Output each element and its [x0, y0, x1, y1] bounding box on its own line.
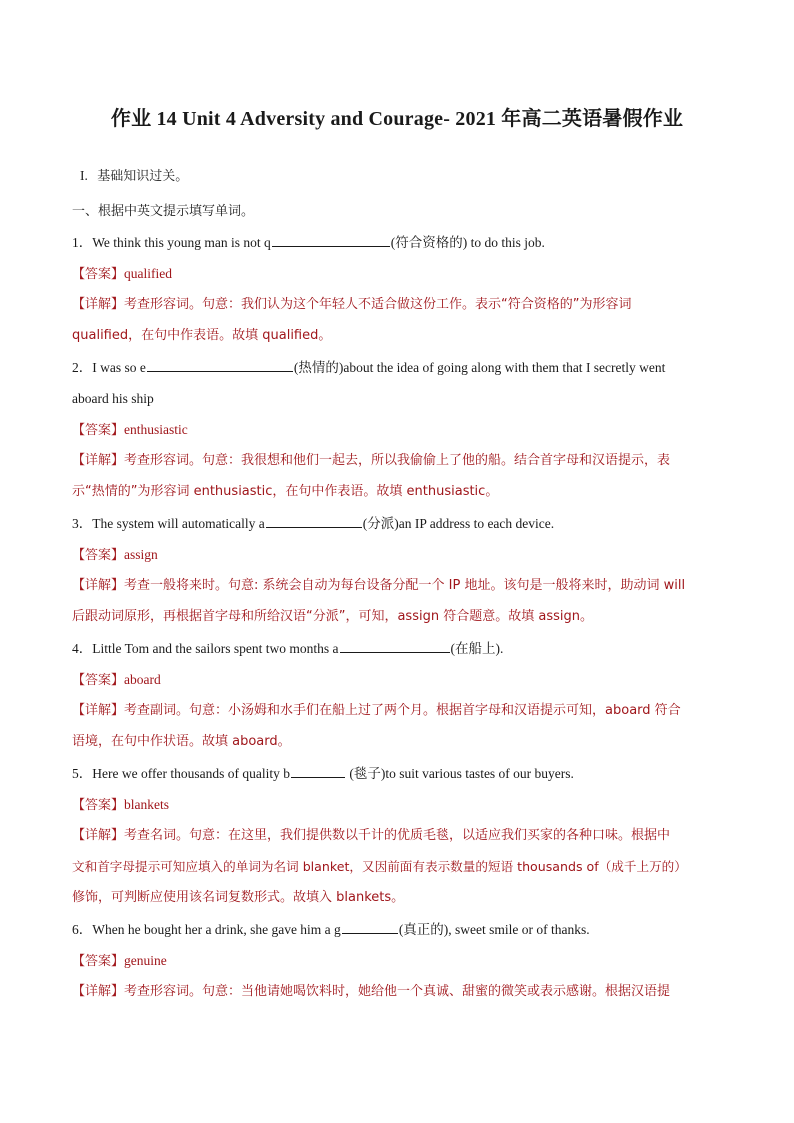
- answer-blank[interactable]: [266, 514, 362, 528]
- question-4: [72, 639, 732, 659]
- question-hint: (真正的), sweet smile or of thanks.: [398, 922, 590, 937]
- question-1: [72, 233, 732, 253]
- detail-label: 【详解】: [72, 453, 125, 468]
- answer-label: 【答案】: [72, 954, 125, 969]
- question-hint: (在船上).: [450, 641, 504, 656]
- question-3: [72, 514, 732, 534]
- detail-4: [72, 701, 732, 721]
- answer-value: qualified: [124, 266, 172, 281]
- answer-label: 【答案】: [72, 798, 125, 813]
- question-5: [72, 764, 732, 784]
- answer-blank[interactable]: [340, 639, 450, 653]
- answer-value: enthusiastic: [124, 422, 188, 437]
- detail-text: 考查形容词。句意：我们认为这个年轻人不适合做这份工作。表示“符合资格的”为形容词: [124, 297, 632, 312]
- detail-label: 【详解】: [72, 297, 125, 312]
- detail-2-line-2: 示“热情的”为形容词 enthusiastic，在句中作表语。故填 enthusiastic。: [72, 484, 499, 499]
- detail-4-line-2: 语境，在句中作状语。故填 aboard。: [72, 734, 291, 749]
- question-hint: (热情的)about the idea of going along with them that I secretly went: [293, 360, 666, 375]
- detail-label: 【详解】: [72, 984, 125, 999]
- page-title: 作业 14 Unit 4 Adversity and Courage- 2021 年高二英语暑假作业: [110, 108, 684, 130]
- detail-5: [72, 826, 732, 846]
- answer-value: assign: [124, 547, 158, 562]
- question-2-line-2: aboard his ship: [72, 391, 154, 406]
- answer-value: aboard: [124, 672, 161, 687]
- question-text: 4．Little Tom and the sailors spent two months a: [72, 641, 339, 656]
- detail-1: [72, 295, 732, 315]
- answer-2: [72, 420, 732, 441]
- answer-blank[interactable]: [342, 920, 398, 934]
- question-hint: (分派)an IP address to each device.: [362, 516, 555, 531]
- answer-label: 【答案】: [72, 673, 125, 688]
- answer-blank[interactable]: [291, 764, 345, 778]
- detail-3-line-2: 后跟动词原形，再根据首字母和所给汉语“分派”，可知，assign 符合题意。故填 assign。: [72, 609, 593, 624]
- detail-2: [72, 451, 732, 471]
- detail-label: 【详解】: [72, 703, 125, 718]
- detail-label: 【详解】: [72, 578, 125, 593]
- question-text: 1．We think this young man is not q: [72, 235, 271, 250]
- answer-label: 【答案】: [72, 423, 125, 438]
- answer-label: 【答案】: [72, 548, 125, 563]
- question-text: 6．When he bought her a drink, she gave him a g: [72, 922, 341, 937]
- answer-blank[interactable]: [147, 358, 293, 372]
- answer-blank[interactable]: [272, 233, 390, 247]
- question-text: 2．I was so e: [72, 360, 146, 375]
- detail-text: 考查副词。句意：小汤姆和水手们在船上过了两个月。根据首字母和汉语提示可知，aboard 符合: [124, 703, 681, 718]
- answer-value: blankets: [124, 797, 170, 812]
- section-heading-text: 基础知识过关。: [97, 169, 189, 184]
- detail-label: 【详解】: [72, 828, 125, 843]
- section-subheading: 一、根据中英文提示填写单词。: [72, 204, 255, 219]
- answer-value: genuine: [124, 953, 167, 968]
- section-heading: [80, 166, 740, 187]
- answer-4: [72, 670, 732, 691]
- question-text: 3．The system will automatically a: [72, 516, 265, 531]
- question-2: [72, 358, 732, 378]
- answer-label: 【答案】: [72, 267, 125, 282]
- detail-5-line-2: 文和首字母提示可知应填入的单词为名词 blanket，又因前面有表示数量的短语 thousands of（成千上万的）: [72, 859, 687, 874]
- detail-3: [72, 576, 732, 596]
- section-numeral: I.: [80, 168, 88, 183]
- answer-3: [72, 545, 732, 566]
- question-hint: (符合资格的) to do this job.: [390, 235, 545, 250]
- question-text: 5．Here we offer thousands of quality b: [72, 766, 290, 781]
- question-hint: (毯子)to suit various tastes of our buyers.: [345, 766, 574, 781]
- question-6: [72, 920, 732, 940]
- detail-6: [72, 982, 732, 1002]
- detail-text: 考查名词。句意：在这里，我们提供数以千计的优质毛毯，以适应我们买家的各种口味。根据中: [124, 828, 671, 843]
- detail-1-line-2: qualified，在句中作表语。故填 qualified。: [72, 328, 332, 343]
- detail-text: 考查一般将来时。句意: 系统会自动为每台设备分配一个 IP 地址。该句是一般将来时，助动词 will: [124, 578, 686, 593]
- detail-text: 考查形容词。句意：我很想和他们一起去，所以我偷偷上了他的船。结合首字母和汉语提示，表: [124, 453, 671, 468]
- answer-5: [72, 795, 732, 816]
- answer-1: [72, 264, 732, 285]
- detail-5-line-3: 修饰，可判断应使用该名词复数形式。故填入 blankets。: [72, 890, 405, 905]
- answer-6: [72, 951, 732, 972]
- detail-text: 考查形容词。句意：当他请她喝饮料时，她给他一个真诚、甜蜜的微笑或表示感谢。根据汉语提: [124, 984, 671, 999]
